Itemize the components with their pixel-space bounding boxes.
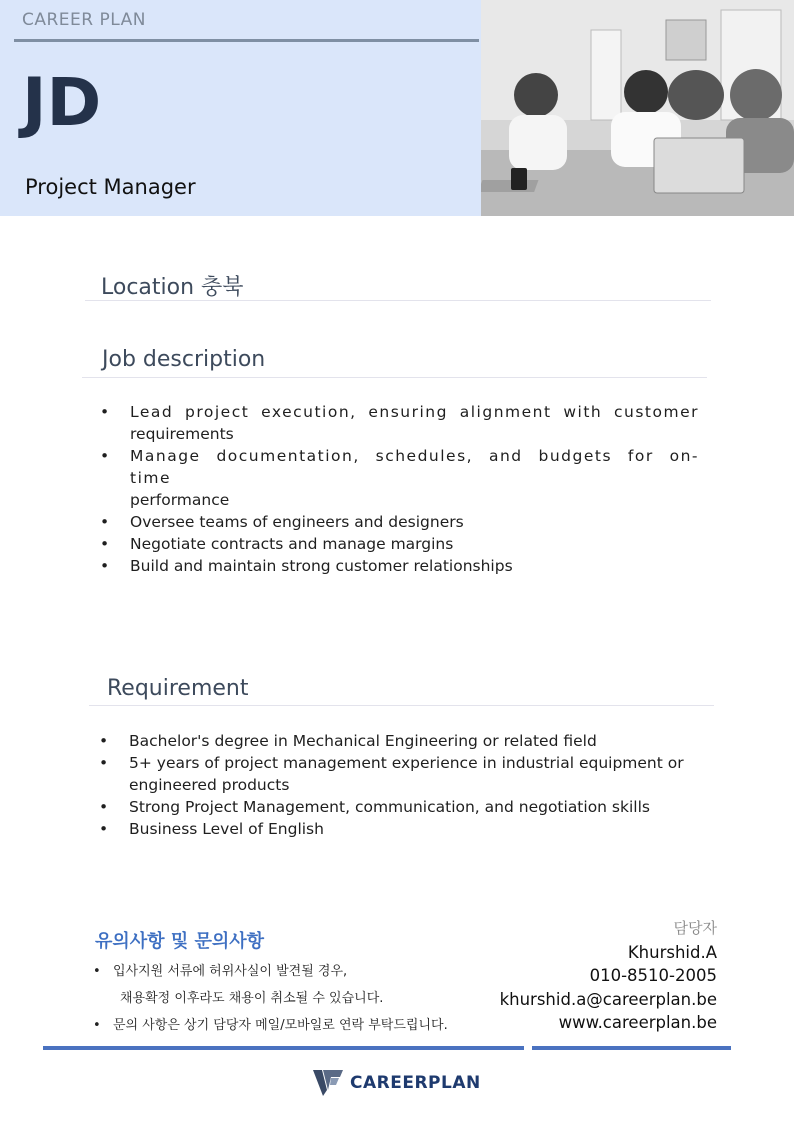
requirement-list [99,730,699,840]
notice-heading: 유의사항 및 문의사항 [95,931,265,952]
requirement-divider [89,705,714,706]
careerplan-logo [312,1068,481,1098]
notice-list [93,958,448,1039]
list-item: • Negotiate contracts and manage margins [100,535,454,553]
bullet-icon: • [100,513,110,531]
list-item: • Lead project execution, ensuring alignment with customer requirements [100,403,699,443]
bullet-icon: • [99,820,109,838]
list-item: • Manage documentation, schedules, and budgets for on-time performance [100,447,699,509]
bullet-icon: • [99,732,109,750]
page-title: JD [22,64,102,141]
office-team-photo [481,0,794,216]
location-heading: Location 충북 [101,275,244,300]
bullet-icon: • [93,964,101,979]
job-description-heading: Job description [102,347,266,372]
bullet-icon: • [100,535,110,553]
header-divider [14,39,479,42]
requirement-heading: Requirement [107,676,249,701]
job-description-divider [82,377,707,378]
list-item: • Oversee teams of engineers and designers [100,513,464,531]
list-item-continuation: 채용확정 이후라도 채용이 취소될 수 있습니다. [120,991,384,1006]
contact-name: Khurshid.A [627,942,717,962]
contact-email[interactable]: khurshid.a@careerplan.be [499,989,717,1009]
bullet-icon: • [100,403,110,421]
logo-text: CAREERPLAN [350,1073,481,1093]
list-item: • 문의 사항은 상기 담당자 메일/모바일로 연락 부탁드립니다. [93,1012,448,1039]
list-item: • Strong Project Management, communication, and negotiation skills [99,798,650,816]
list-item: • 입사지원 서류에 허위사실이 발견될 경우, [93,958,448,985]
job-role: Project Manager [25,175,196,199]
location-divider [85,300,711,301]
bullet-icon: • [99,754,109,772]
footer-divider-right [532,1046,731,1050]
list-item: • Bachelor's degree in Mechanical Engineering or related field [99,732,597,750]
bullet-icon: • [93,1018,101,1033]
bullet-icon: • [100,557,110,575]
list-item: • Business Level of English [99,820,324,838]
footer-divider-left [43,1046,524,1050]
brand-label: CAREER PLAN [22,10,146,30]
job-description-list [100,401,699,577]
bullet-icon: • [99,798,109,816]
careerplan-logo-icon [312,1068,344,1098]
contact-block [500,917,717,1035]
list-item: • 5+ years of project management experience in industrial equipment or engineered products [99,754,684,794]
bullet-icon: • [100,447,110,465]
list-item: • Build and maintain strong customer relationships [100,557,513,575]
contact-label: 담당자 [673,919,717,937]
contact-website[interactable]: www.careerplan.be [558,1013,717,1032]
contact-phone[interactable]: 010-8510-2005 [589,966,717,985]
